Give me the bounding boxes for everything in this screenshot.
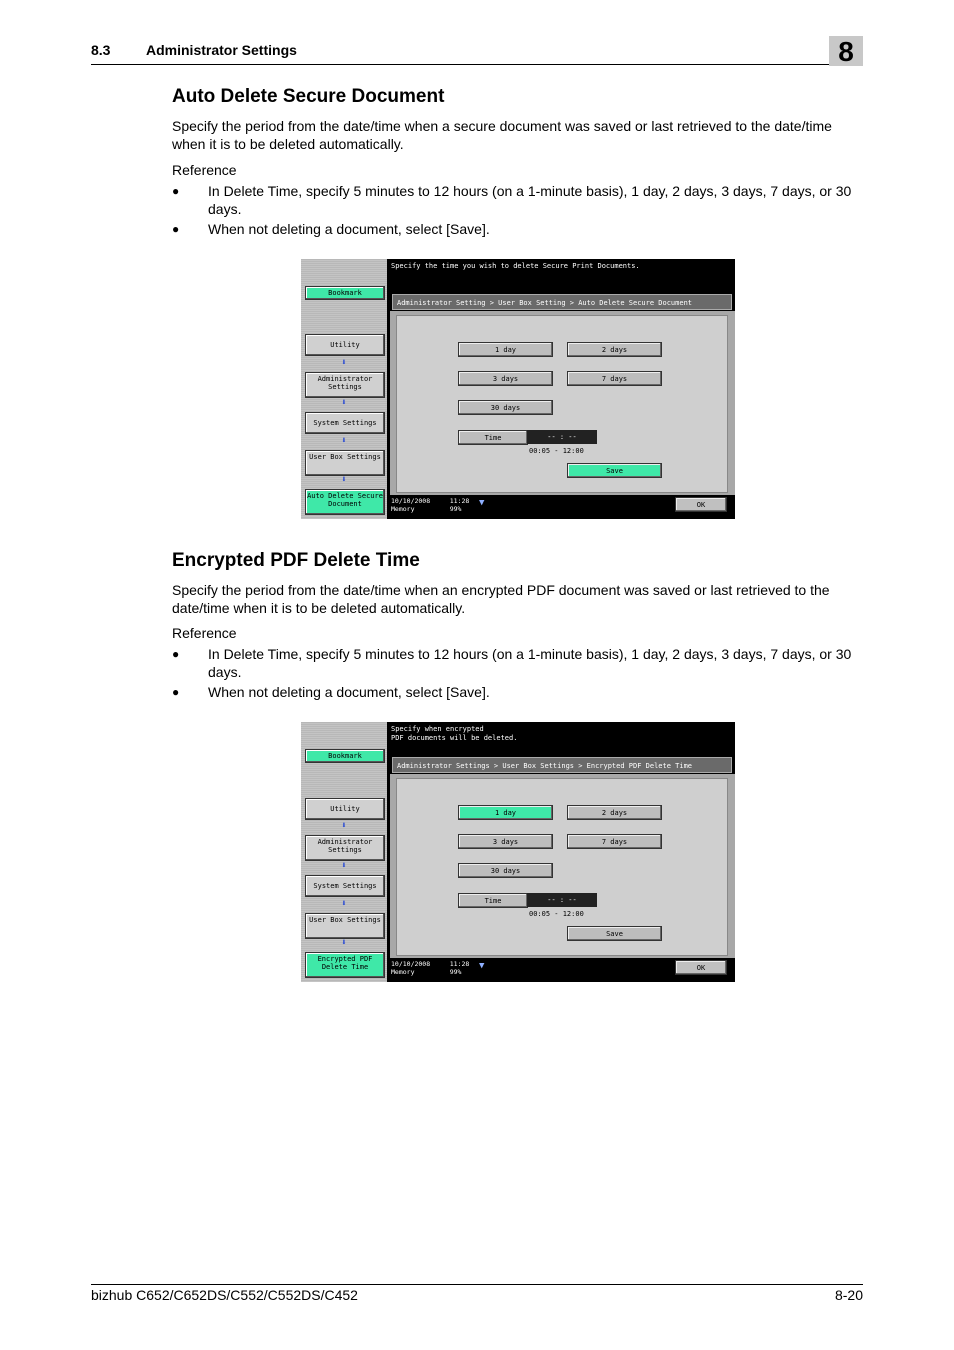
arrow-down-icon: ⬇ <box>341 436 347 446</box>
screen-message: Specify the time you wish to delete Secure Print Documents. <box>391 262 640 270</box>
network-icon: ▼ <box>479 498 485 508</box>
screen-auto-delete <box>301 259 735 519</box>
sidebar-item-current[interactable]: Auto Delete Secure Document <box>305 489 385 515</box>
sidebar-item-current[interactable]: Encrypted PDF Delete Time <box>305 952 385 978</box>
content-area <box>396 315 728 493</box>
status-date: 10/10/2008 <box>391 497 431 505</box>
status-date: 10/10/2008 <box>391 960 431 968</box>
sidebar-item-bookmark[interactable]: Bookmark <box>305 749 385 763</box>
section-title: Administrator Settings <box>146 42 297 58</box>
option-7-days[interactable]: 7 days <box>567 371 662 386</box>
ok-button[interactable]: OK <box>675 960 727 975</box>
option-30-days[interactable]: 30 days <box>458 400 553 415</box>
status-memory-value: 99% <box>449 505 462 513</box>
option-3-days[interactable]: 3 days <box>458 371 553 386</box>
status-memory-label: Memory <box>391 505 415 513</box>
save-button[interactable]: Save <box>567 926 662 941</box>
footer-rule <box>91 1284 863 1285</box>
sidebar <box>301 259 387 519</box>
footer-product: bizhub C652/C652DS/C552/C552DS/C452 <box>91 1287 358 1303</box>
arrow-down-icon: ⬇ <box>341 861 347 871</box>
save-button[interactable]: Save <box>567 463 662 478</box>
bullet-item: In Delete Time, specify 5 minutes to 12 hours (on a 1-minute basis), 1 day, 2 days, 3 days, 7 days, or 30 days. <box>208 646 852 680</box>
option-30-days[interactable]: 30 days <box>458 863 553 878</box>
screen-message <box>391 725 517 743</box>
heading-auto-delete: Auto Delete Secure Document <box>172 86 445 107</box>
sidebar-item-userbox[interactable]: User Box Settings <box>305 913 385 939</box>
breadcrumb: Administrator Setting > User Box Setting > Auto Delete Secure Document <box>392 294 732 310</box>
bullet-item: When not deleting a document, select [Save]. <box>208 684 490 700</box>
sidebar <box>301 722 387 982</box>
arrow-down-icon: ⬇ <box>341 398 347 408</box>
footer-page-number: 8-20 <box>834 1287 863 1303</box>
time-range: 00:05 - 12:00 <box>529 447 584 455</box>
option-7-days[interactable]: 7 days <box>567 834 662 849</box>
time-display: -- : -- <box>527 430 597 444</box>
arrow-down-icon: ⬇ <box>341 821 347 831</box>
reference-label: Reference <box>172 625 237 641</box>
bullet-icon: ● <box>172 222 180 236</box>
network-icon: ▼ <box>479 961 485 971</box>
time-range: 00:05 - 12:00 <box>529 910 584 918</box>
status-memory-label: Memory <box>391 968 415 976</box>
header-rule <box>91 64 863 65</box>
option-1-day[interactable]: 1 day <box>458 342 553 357</box>
status-bar <box>391 960 469 976</box>
option-time[interactable]: Time <box>458 893 528 908</box>
sidebar-item-bookmark[interactable]: Bookmark <box>305 286 385 300</box>
ok-button[interactable]: OK <box>675 497 727 512</box>
breadcrumb: Administrator Settings > User Box Settings > Encrypted PDF Delete Time <box>392 757 732 773</box>
bullet-icon: ● <box>172 184 180 198</box>
status-bar <box>391 497 469 513</box>
option-2-days[interactable]: 2 days <box>567 805 662 820</box>
body-text: Specify the period from the date/time when a secure document was saved or last retrieved to the date/time when it is to be deleted automatically. <box>172 118 832 152</box>
arrow-down-icon: ⬇ <box>341 938 347 948</box>
bullet-item: In Delete Time, specify 5 minutes to 12 hours (on a 1-minute basis), 1 day, 2 days, 3 days, 7 days, or 30 days. <box>208 183 852 217</box>
section-number: 8.3 <box>91 42 111 58</box>
arrow-down-icon: ⬇ <box>341 899 347 909</box>
chapter-badge: 8 <box>829 36 863 66</box>
option-3-days[interactable]: 3 days <box>458 834 553 849</box>
status-time: 11:28 <box>449 497 470 505</box>
sidebar-item-utility[interactable]: Utility <box>305 798 385 820</box>
screen-message-line: Specify when encrypted <box>391 725 484 733</box>
bullet-item: When not deleting a document, select [Save]. <box>208 221 490 237</box>
sidebar-item-utility[interactable]: Utility <box>305 334 385 356</box>
bullet-icon: ● <box>172 647 180 661</box>
option-2-days[interactable]: 2 days <box>567 342 662 357</box>
sidebar-item-system[interactable]: System Settings <box>305 412 385 434</box>
status-time: 11:28 <box>449 960 470 968</box>
heading-encrypted-pdf: Encrypted PDF Delete Time <box>172 550 420 571</box>
screen-encrypted-pdf <box>301 722 735 982</box>
reference-label: Reference <box>172 162 237 178</box>
arrow-down-icon: ⬇ <box>341 475 347 485</box>
option-time[interactable]: Time <box>458 430 528 445</box>
bullet-icon: ● <box>172 685 180 699</box>
body-text: Specify the period from the date/time when an encrypted PDF document was saved or last retrieved to the date/time when it is to be deleted automatically. <box>172 582 830 616</box>
status-memory-value: 99% <box>449 968 462 976</box>
sidebar-item-system[interactable]: System Settings <box>305 875 385 897</box>
option-1-day[interactable]: 1 day <box>458 805 553 820</box>
screen-message-line: PDF documents will be deleted. <box>391 734 518 742</box>
sidebar-item-admin[interactable]: Administrator Settings <box>305 372 385 398</box>
time-display: -- : -- <box>527 893 597 907</box>
sidebar-item-admin[interactable]: Administrator Settings <box>305 835 385 861</box>
sidebar-item-userbox[interactable]: User Box Settings <box>305 450 385 476</box>
content-area <box>396 778 728 956</box>
arrow-down-icon: ⬇ <box>341 358 347 368</box>
